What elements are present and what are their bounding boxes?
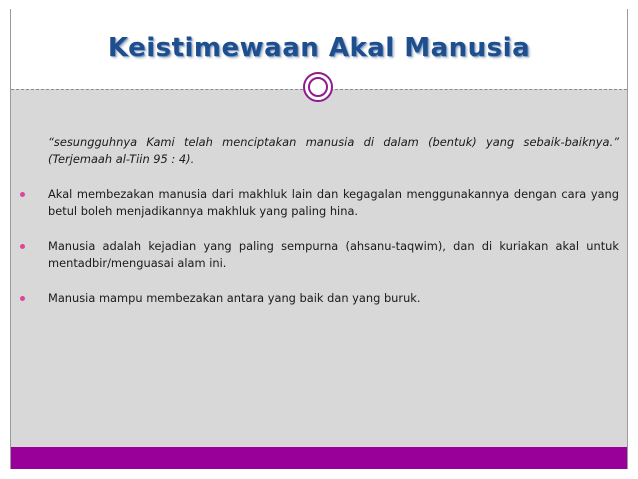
bullet-item bbox=[35, 238, 619, 272]
bullet-dot-icon bbox=[20, 192, 25, 197]
slide-content bbox=[35, 134, 619, 325]
bullet-dot-icon bbox=[20, 296, 25, 301]
bullet-text: Manusia adalah kejadian yang paling sempurna (ahsanu-taqwim), dan di kuriakan akal untuk mentadbir/menguasai alam ini. bbox=[48, 239, 619, 270]
bullet-item bbox=[35, 290, 619, 307]
footer-bar bbox=[11, 447, 627, 469]
bullet-dot-icon bbox=[20, 244, 25, 249]
bullet-text: Akal membezakan manusia dari makhluk lain dan kegagalan menggunakannya dengan cara yang betul boleh menjadikannya makhluk yang paling hina. bbox=[48, 187, 619, 218]
bullet-text: Manusia mampu membezakan antara yang baik dan yang buruk. bbox=[48, 291, 421, 305]
quote-text: “sesungguhnya Kami telah menciptakan manusia di dalam (bentuk) yang sebaik-baiknya.” (Terjemaah al-Tiin 95 : 4). bbox=[48, 135, 619, 166]
slide-title: Keistimewaan Akal Manusia bbox=[107, 33, 531, 63]
circle-ornament-icon bbox=[303, 72, 333, 102]
bullet-item bbox=[35, 186, 619, 220]
slide bbox=[10, 9, 628, 469]
